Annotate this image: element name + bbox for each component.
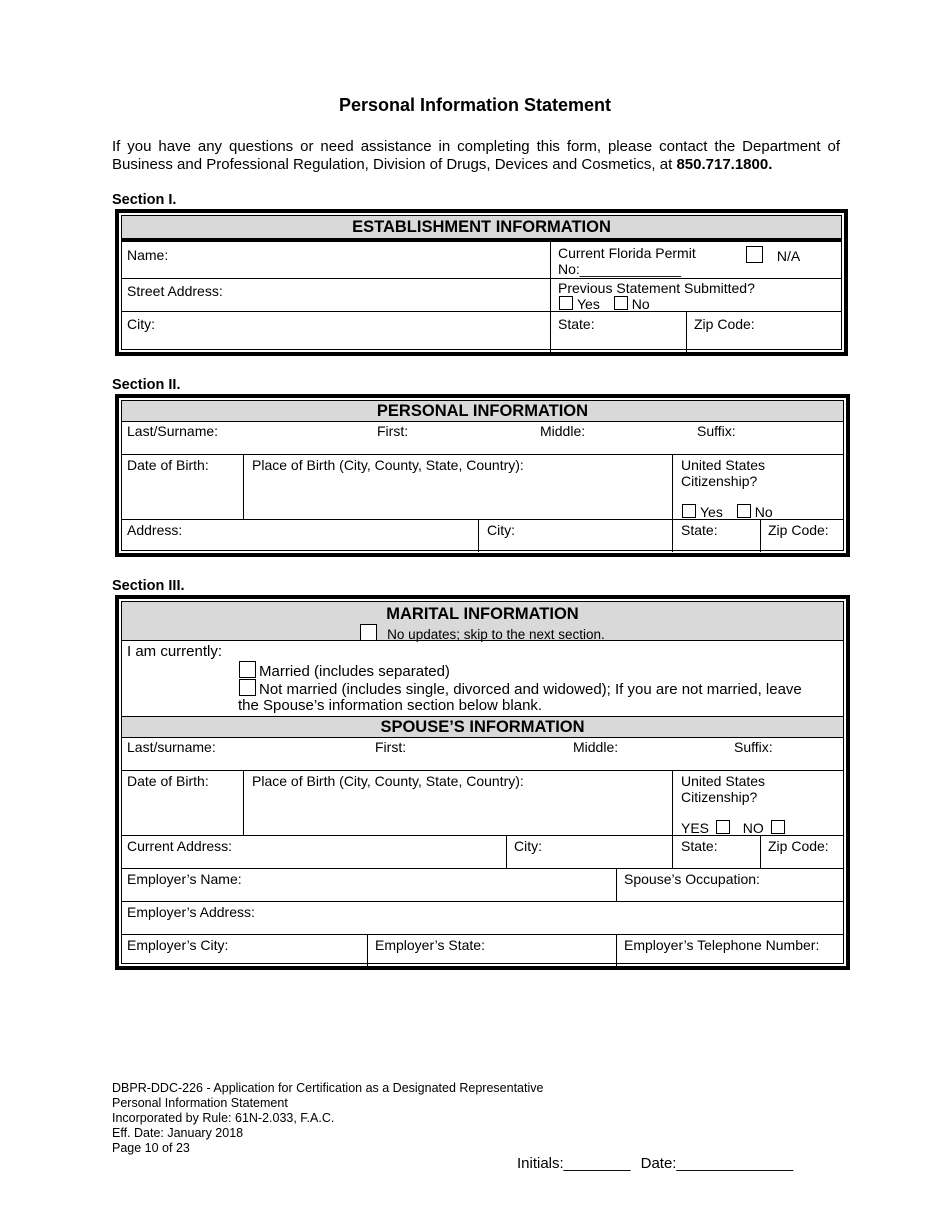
establishment-zip-field[interactable]: Zip Code: <box>694 316 755 332</box>
spouse-last-name-field[interactable]: Last/surname: <box>127 739 216 755</box>
personal-info-table <box>115 394 850 557</box>
establishment-header: ESTABLISHMENT INFORMATION <box>122 216 841 238</box>
na-checkbox[interactable] <box>746 246 763 263</box>
footer-line-1: DBPR-DDC-226 - Application for Certification as a Designated Representative <box>112 1081 544 1095</box>
form-footer <box>112 1081 543 1156</box>
footer-line-5: Page 10 of 23 <box>112 1141 190 1155</box>
spouse-no-checkbox[interactable] <box>771 820 785 834</box>
establishment-table <box>115 209 848 356</box>
na-label: N/A <box>776 248 801 264</box>
spouse-citizenship-label-2: Citizenship? <box>681 789 758 805</box>
marital-header: MARITAL INFORMATION <box>386 605 579 623</box>
spouse-citizenship-options <box>681 820 789 836</box>
footer-line-4: Eff. Date: January 2018 <box>112 1126 244 1140</box>
footer-line-3: Incorporated by Rule: 61N-2.033, F.A.C. <box>112 1111 335 1125</box>
prev-yes-checkbox[interactable] <box>559 296 573 310</box>
prev-yes-label: Yes <box>577 296 600 312</box>
intro-text: If you have any questions or need assistance in completing this form, please contact the Department of Business and Professional Regulation, Division of Drugs, Devices and Cosmetics, at <box>112 138 840 173</box>
permit-number-field[interactable]: No:_____________ <box>558 261 682 277</box>
establishment-city-field[interactable]: City: <box>127 316 155 332</box>
married-label: Married (includes separated) <box>259 663 450 680</box>
no-updates-label: No updates; skip to the next section. <box>387 627 605 642</box>
prev-statement-label: Previous Statement Submitted? <box>558 280 755 296</box>
middle-name-field[interactable]: Middle: <box>540 423 586 439</box>
section2-label: Section II. <box>112 377 181 393</box>
not-married-continued: the Spouse’s information section below blank. <box>238 697 543 714</box>
dob-field[interactable]: Date of Birth: <box>127 457 209 473</box>
date-field[interactable]: Date:______________ <box>640 1155 794 1172</box>
signoff <box>517 1155 793 1172</box>
citizenship-label-1: United States <box>681 457 766 473</box>
spouse-header: SPOUSE’S INFORMATION <box>122 717 843 737</box>
establishment-name-field[interactable]: Name: <box>127 247 169 263</box>
section3-label: Section III. <box>112 578 185 594</box>
footer-line-2: Personal Information Statement <box>112 1096 288 1110</box>
spouse-state-field[interactable]: State: <box>681 838 718 854</box>
spouse-zip-field[interactable]: Zip Code: <box>768 838 829 854</box>
spouse-occupation-field[interactable]: Spouse’s Occupation: <box>624 871 760 887</box>
citizen-no-label: No <box>754 504 773 520</box>
intro-paragraph <box>112 138 840 174</box>
personal-state-field[interactable]: State: <box>681 522 718 538</box>
citizen-yes-label: Yes <box>700 504 723 520</box>
permit-label: Current Florida Permit <box>558 245 696 261</box>
married-option[interactable] <box>239 661 450 680</box>
no-updates-checkbox[interactable] <box>360 624 377 641</box>
prev-statement-options <box>559 296 650 312</box>
permit-na-option[interactable] <box>746 246 800 264</box>
employer-city-field[interactable]: Employer’s City: <box>127 937 229 953</box>
personal-city-field[interactable]: City: <box>487 522 515 538</box>
citizenship-options <box>682 504 773 520</box>
not-married-label: Not married (includes single, divorced and widowed); If you are not married, leave <box>259 681 802 698</box>
married-checkbox[interactable] <box>239 661 256 678</box>
spouse-citizenship-label-1: United States <box>681 773 766 789</box>
page-title: Personal Information Statement <box>338 95 612 115</box>
employer-name-field[interactable]: Employer’s Name: <box>127 871 242 887</box>
prev-no-checkbox[interactable] <box>614 296 628 310</box>
pob-field[interactable]: Place of Birth (City, County, State, Country): <box>252 457 524 473</box>
spouse-first-name-field[interactable]: First: <box>375 739 407 755</box>
not-married-option[interactable] <box>239 679 802 698</box>
spouse-current-address-field[interactable]: Current Address: <box>127 838 233 854</box>
spouse-dob-field[interactable]: Date of Birth: <box>127 773 209 789</box>
initials-field[interactable]: Initials:________ <box>517 1155 631 1172</box>
last-name-field[interactable]: Last/Surname: <box>127 423 219 439</box>
employer-state-field[interactable]: Employer’s State: <box>375 937 485 953</box>
employer-address-field[interactable]: Employer’s Address: <box>127 904 255 920</box>
marital-info-table <box>115 595 850 970</box>
first-name-field[interactable]: First: <box>377 423 409 439</box>
personal-zip-field[interactable]: Zip Code: <box>768 522 829 538</box>
section1-label: Section I. <box>112 192 177 208</box>
employer-phone-field[interactable]: Employer’s Telephone Number: <box>624 937 820 953</box>
marital-header-block <box>122 602 843 640</box>
citizen-no-checkbox[interactable] <box>737 504 751 518</box>
address-field[interactable]: Address: <box>127 522 183 538</box>
prev-no-label: No <box>631 296 650 312</box>
spouse-city-field[interactable]: City: <box>514 838 542 854</box>
citizenship-label-2: Citizenship? <box>681 473 758 489</box>
spouse-suffix-field[interactable]: Suffix: <box>734 739 773 755</box>
intro-phone: 850.717.1800. <box>676 156 773 173</box>
spouse-no-label: NO <box>742 820 764 836</box>
currently-label: I am currently: <box>127 643 223 660</box>
personal-info-header: PERSONAL INFORMATION <box>122 401 843 421</box>
spouse-pob-field[interactable]: Place of Birth (City, County, State, Country): <box>252 773 524 789</box>
citizen-yes-checkbox[interactable] <box>682 504 696 518</box>
spouse-middle-name-field[interactable]: Middle: <box>573 739 619 755</box>
street-address-field[interactable]: Street Address: <box>127 283 223 299</box>
not-married-checkbox[interactable] <box>239 679 256 696</box>
spouse-yes-checkbox[interactable] <box>716 820 730 834</box>
spouse-yes-label: YES <box>681 820 710 836</box>
suffix-field[interactable]: Suffix: <box>697 423 736 439</box>
establishment-state-field[interactable]: State: <box>558 316 595 332</box>
